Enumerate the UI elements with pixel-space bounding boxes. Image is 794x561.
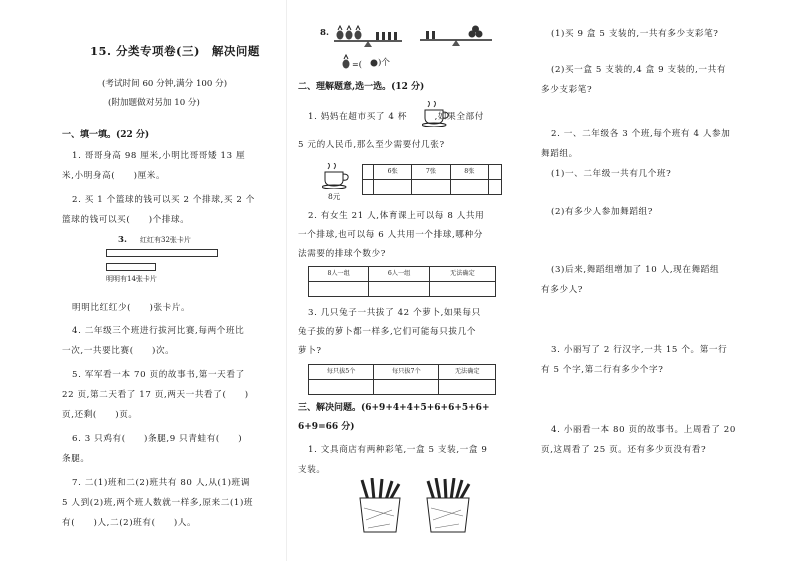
s4-line2: 页,这周看了 25 页。还有多少页没有看? <box>541 445 707 455</box>
p2-option[interactable]: 8人一组 <box>309 267 369 282</box>
p3-option[interactable]: 无法确定 <box>439 365 496 380</box>
p3-line3: 萝卜? <box>298 346 322 356</box>
s2c-line1: (3)后来,舞蹈组增加了 10 人,现在舞蹈组 <box>551 265 720 275</box>
q7-line2: 5 人到(2)班,两个班人数就一样多,原来二(1)班 <box>62 498 254 508</box>
coffee-cup-icon <box>422 101 452 127</box>
s2a-text: (1)一、二年级一共有几个班? <box>551 169 672 179</box>
column-right <box>535 0 760 561</box>
bottle-icon <box>426 31 435 39</box>
p2-line1: 2. 有女生 21 人,体育课上可以每 8 人共用 <box>308 211 485 221</box>
bottle-icon <box>376 32 397 40</box>
p3-option[interactable]: 每只拔5个 <box>309 365 374 380</box>
section1-heading: 一、填一填。(22 分) <box>62 130 150 140</box>
column-left <box>62 0 277 561</box>
s2c-line2: 有多少人? <box>541 285 583 295</box>
section3-heading-line2: 6+9=66 分) <box>298 422 355 432</box>
p2-line3: 法需要的排球个数少? <box>298 249 386 259</box>
page-fold <box>286 0 287 561</box>
q6-line2: 条腿。 <box>62 454 90 464</box>
p2-options-table <box>308 266 496 297</box>
q2-line1: 2. 买 1 个篮球的钱可以买 2 个排球,买 2 个 <box>72 195 255 205</box>
fruit-icon <box>469 26 483 38</box>
q3-bottom-bar <box>106 263 156 271</box>
p3-options-table <box>308 364 496 395</box>
s1-line2: 支装。 <box>298 465 326 475</box>
section3-heading-line1: 三、解决问题。(6+9+4+4+5+6+6+5+6+ <box>298 403 490 413</box>
q8-number: 8. <box>320 28 329 38</box>
q1-line1: 1. 哥哥身高 98 厘米,小明比哥哥矮 13 厘 <box>72 151 246 161</box>
q4-line2: 一次,一共要比赛( )次。 <box>62 346 175 356</box>
coffee-cup-icon <box>322 163 352 189</box>
p2-option[interactable]: 无法确定 <box>429 267 495 282</box>
pen-cup-icon <box>427 478 469 532</box>
q4-line1: 4. 二年级三个班进行拔河比赛,每两个班比 <box>72 326 245 336</box>
q8-text: )个 <box>378 58 390 68</box>
q3-top-label: 红红有32张卡片 <box>140 236 191 244</box>
p2-line2: 一个排球,也可以每 6 人共用一个排球,哪种分 <box>298 230 483 240</box>
bonus-info: (附加题做对另加 10 分) <box>108 98 200 108</box>
p1-line1: 1. 妈妈在超市买了 4 杯 ,如果全部付 <box>308 112 484 122</box>
s3-line1: 3. 小丽写了 2 行汉字,一共 15 个。第一行 <box>551 345 728 355</box>
s1b-line2: 多少支彩笔? <box>541 85 593 95</box>
q5-line1: 5. 军军看一本 70 页的故事书,第一天看了 <box>72 370 245 380</box>
p1-line2: 5 元的人民币,那么至少需要付几张? <box>298 140 445 150</box>
q3-number: 3. <box>118 235 127 245</box>
p2-option[interactable]: 6人一组 <box>369 267 429 282</box>
q2-line2: 篮球的钱可以买( )个排球。 <box>62 215 190 225</box>
q7-line1: 7. 二(1)班和二(2)班共有 80 人,从(1)班调 <box>72 478 250 488</box>
pen-cup-icon <box>360 478 400 532</box>
q6-line1: 6. 3 只鸡有( )条腿,9 只青蛙有( ) <box>72 434 243 444</box>
p1-option[interactable]: 7张 <box>412 165 450 180</box>
s3-line2: 有 5 个字,第二行有多少个字? <box>541 365 664 375</box>
s1-line1: 1. 文具商店有两种彩笔,一盒 5 支装,一盒 9 <box>308 445 488 455</box>
s4-line1: 4. 小丽看一本 80 页的故事书。上周看了 20 <box>551 425 736 435</box>
pineapple-icon <box>337 26 362 40</box>
p1-option[interactable]: 6张 <box>374 165 412 180</box>
exam-info: (考试时间 60 分钟,满分 100 分) <box>102 79 228 89</box>
s1b-line1: (2)买一盒 5 支装的,4 盒 9 支装的,一共有 <box>551 65 727 75</box>
q7-line3: 有( )人,二(2)班有( )人。 <box>62 518 197 528</box>
q5-line3: 页,还剩( )页。 <box>62 410 138 420</box>
q1-line2: 米,小明身高( )厘米。 <box>62 171 166 181</box>
s2b-text: (2)有多少人参加舞蹈组? <box>551 207 653 217</box>
cup-price: 8元 <box>328 192 341 201</box>
svg-text:=(: =( <box>352 60 362 69</box>
q3-text: 明明比红红少( )张卡片。 <box>72 303 191 313</box>
s1a-text: (1)买 9 盒 5 支装的,一共有多少支彩笔? <box>551 29 719 39</box>
q5-line2: 22 页,第二天看了 17 页,两天一共看了( ) <box>62 390 249 400</box>
page-title: 15. 分类专项卷(三) 解决问题 <box>90 44 260 58</box>
q3-top-bar <box>106 249 218 257</box>
q3-bottom-label: 明明有14张卡片 <box>106 275 157 283</box>
p3-line1: 3. 几只兔子一共拔了 42 个萝卜,如果每只 <box>308 308 481 318</box>
pen-holder-illustration <box>354 478 494 534</box>
p1-option[interactable]: 8张 <box>450 165 488 180</box>
p1-options-table <box>362 164 502 195</box>
p3-line2: 兔子拔的萝卜都一样多,它们可能每只拔几个 <box>298 327 477 337</box>
column-middle <box>298 0 508 561</box>
s2-line1: 2. 一、二年级各 3 个班,每个班有 4 人参加 <box>551 129 731 139</box>
s2-line2: 舞蹈组。 <box>541 149 578 159</box>
balance-scale-illustration <box>332 22 502 70</box>
section2-heading: 二、理解题意,选一选。(12 分) <box>298 82 425 92</box>
p3-option[interactable]: 每只拔7个 <box>374 365 439 380</box>
